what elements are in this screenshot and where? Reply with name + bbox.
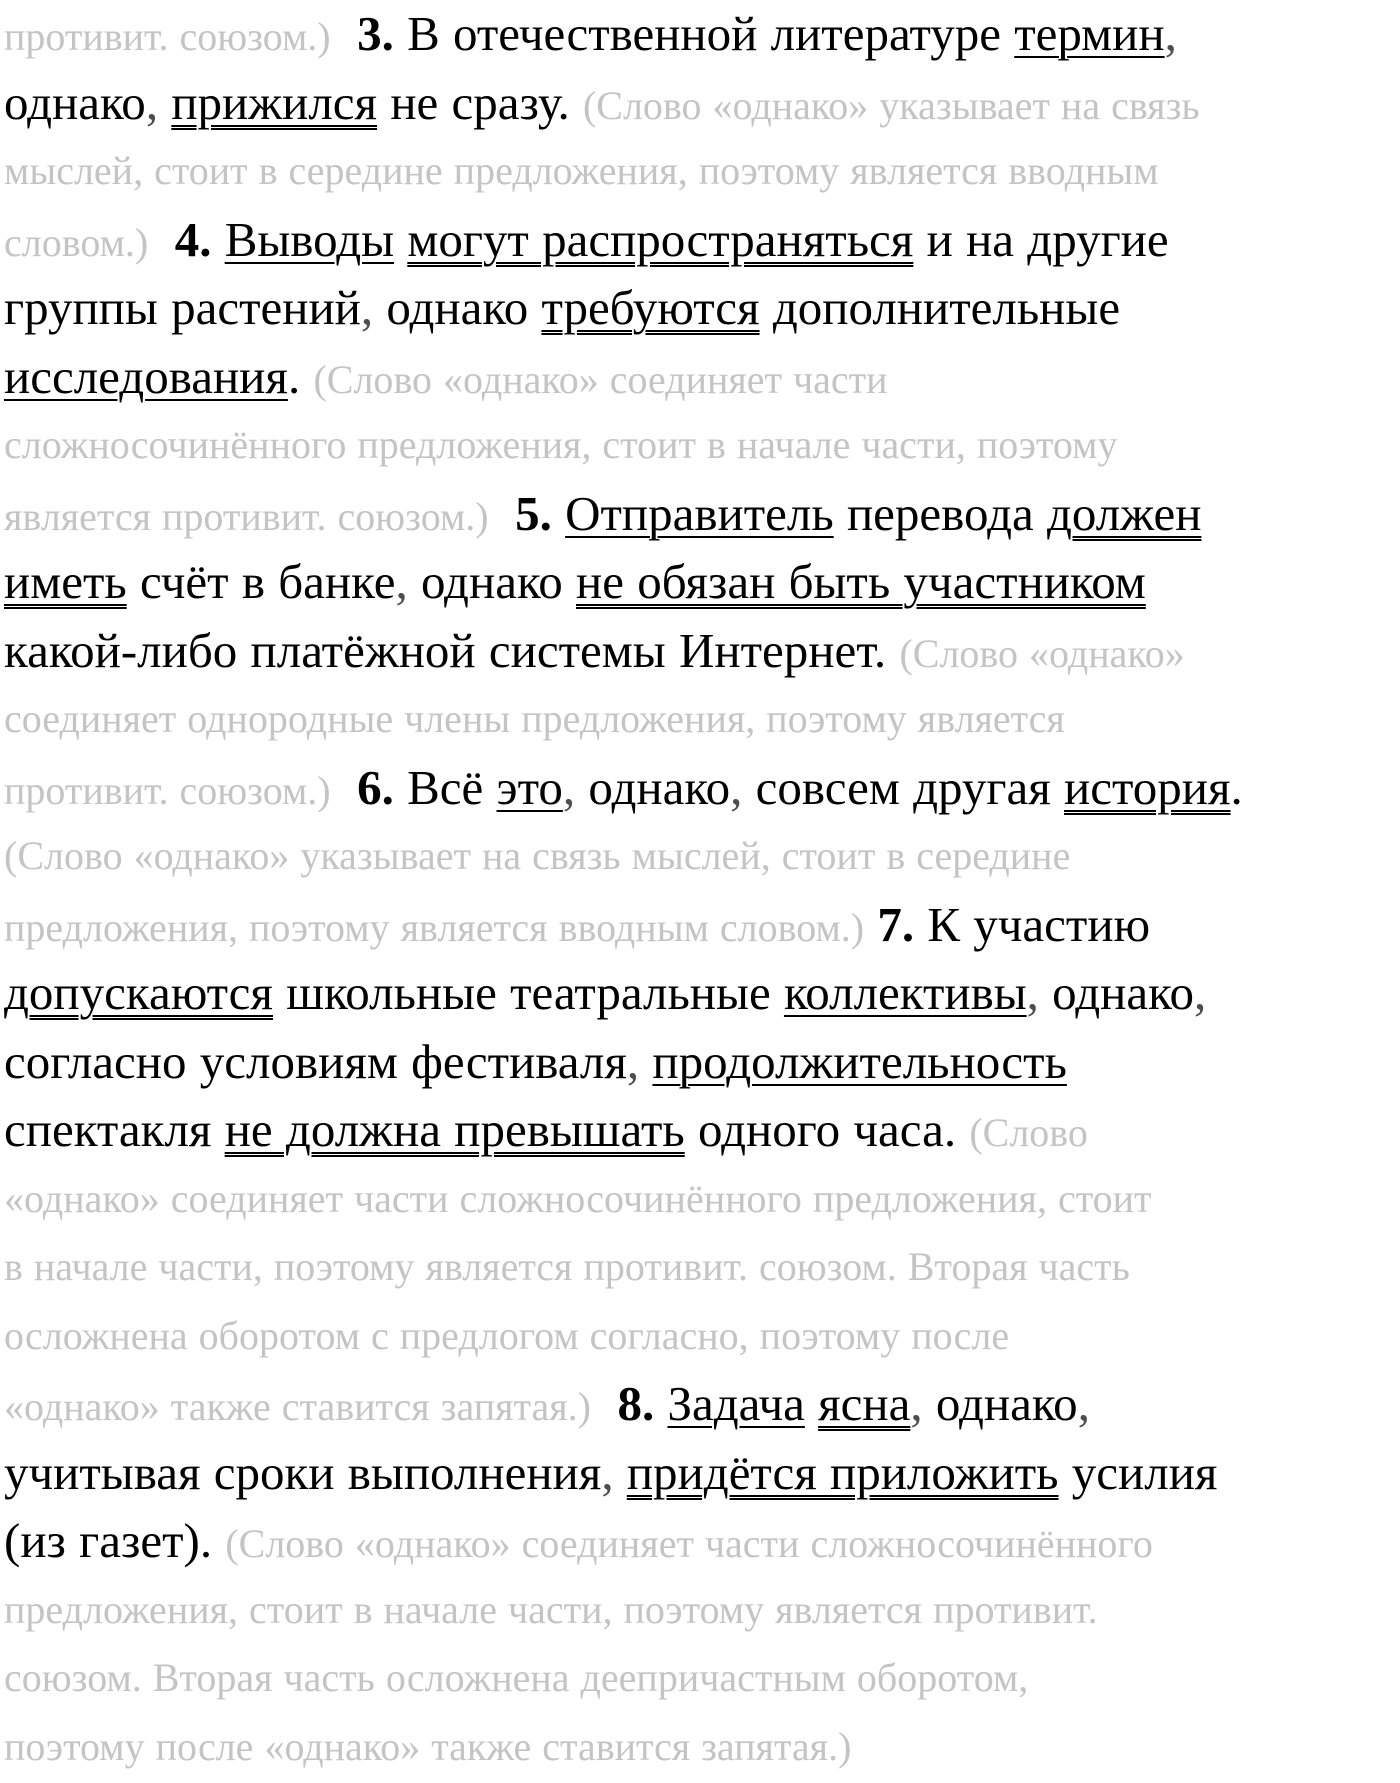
- text-line: [4, 411, 1396, 480]
- sentence-text: однако: [1038, 965, 1194, 1020]
- subject-underlined: Отправитель: [565, 485, 834, 541]
- sentence-text: совсем другая: [742, 759, 1065, 815]
- item-number: [175, 212, 212, 267]
- sentence-text: [591, 1376, 618, 1431]
- text-line: [4, 206, 1396, 275]
- text-line: [4, 1370, 1396, 1439]
- text-line: [4, 1028, 1396, 1097]
- sentence-text: и на другие: [913, 211, 1169, 267]
- text-line: [4, 1165, 1396, 1234]
- sentence-text: (из газет).: [4, 1513, 226, 1568]
- text-line: [4, 822, 1396, 891]
- predicate-underlined: не обязан быть участником: [576, 554, 1146, 609]
- exercise-text: [4, 0, 1396, 1781]
- predicate-underlined: требуются: [541, 280, 760, 335]
- text-line: [4, 1302, 1396, 1371]
- explanation-text: является противит. союзом.): [4, 493, 489, 539]
- item-number: [617, 1376, 654, 1431]
- sentence-text: [148, 212, 175, 267]
- explanation-text: сложносочинённого предложения, стоит в начале части, поэтому: [4, 422, 1118, 467]
- sentence-text: спектакля: [4, 1102, 225, 1157]
- explanation-text: противит. союзом.): [4, 767, 331, 813]
- explanation-text: (Слово «однако»: [899, 630, 1185, 676]
- text-line: [4, 959, 1396, 1028]
- sentence-text: [331, 760, 358, 815]
- sentence-text: какой-либо платёжной системы Интернет.: [4, 622, 900, 678]
- text-line: [4, 343, 1396, 412]
- subject-underlined: продолжительность: [652, 1033, 1067, 1089]
- subject-underlined: Задача: [667, 1376, 805, 1431]
- subject-underlined: это: [496, 759, 563, 815]
- explanation-text: осложнена оборотом с предлогом согласно, поэтому после: [4, 1312, 1010, 1358]
- text-line: [4, 685, 1396, 754]
- punctuation-mark: ,: [562, 759, 576, 815]
- text-line: [4, 0, 1396, 69]
- subject-underlined: термин: [1014, 6, 1165, 61]
- text-line: [4, 69, 1396, 138]
- text-line: [4, 1576, 1396, 1645]
- text-line: [4, 1233, 1396, 1302]
- explanation-text: союзом. Вторая часть осложнена деепричастным оборотом,: [4, 1655, 1029, 1700]
- punctuation-mark: ,: [730, 759, 743, 815]
- sentence-text: [331, 6, 358, 61]
- sentence-text: перевода: [833, 485, 1047, 541]
- predicate-underlined: придётся приложить: [626, 1444, 1059, 1500]
- explanation-text: (Слово «однако» соединяет части сложносочинённого: [225, 1521, 1153, 1566]
- punctuation-mark: ,: [1164, 6, 1177, 61]
- sentence-text: В отечественной литературе: [393, 6, 1015, 61]
- sentence-text: одного часа.: [684, 1102, 970, 1157]
- text-line: [4, 137, 1396, 206]
- explanation-text: предложения, стоит в начале части, поэтому является противит.: [4, 1586, 1098, 1632]
- explanation-text: (Слово «однако» указывает на связь мыслей, стоит в середине: [4, 833, 1071, 878]
- predicate-underlined: прижился: [171, 74, 378, 130]
- explanation-text: соединяет однородные члены предложения, поэтому является: [4, 696, 1065, 741]
- text-line: [4, 1644, 1396, 1713]
- subject-underlined: коллективы: [783, 965, 1027, 1020]
- explanation-text: словом.): [4, 219, 149, 265]
- subject-underlined: Выводы: [224, 211, 395, 267]
- punctuation-mark: ,: [601, 1444, 614, 1500]
- explanation-text: противит. союзом.): [4, 14, 331, 59]
- predicate-underlined: должен: [1047, 485, 1202, 541]
- text-line: [4, 617, 1396, 686]
- punctuation-mark: ,: [626, 1033, 640, 1089]
- item-number-bold: 4.: [174, 211, 212, 267]
- sentence-text: [394, 212, 407, 267]
- sentence-text: Всё: [393, 759, 497, 815]
- sentence-text: однако: [922, 1376, 1078, 1431]
- explanation-text: «однако» также ставится запятая.): [4, 1384, 591, 1429]
- item-number-bold: 6.: [357, 759, 394, 815]
- item-number-bold: 8.: [617, 1376, 655, 1431]
- text-line: [4, 891, 1396, 960]
- sentence-text: однако: [575, 759, 731, 815]
- sentence-text: однако: [373, 280, 542, 335]
- punctuation-mark: ,: [910, 1376, 923, 1431]
- explanation-text: (Слово: [969, 1110, 1088, 1155]
- sentence-text: дополнительные: [759, 280, 1121, 335]
- text-line: [4, 754, 1396, 823]
- explanation-text: (Слово «однако» указывает на связь: [582, 82, 1200, 128]
- item-number: [357, 6, 394, 61]
- item-number-bold: 5.: [515, 485, 552, 541]
- sentence-text: [211, 212, 224, 267]
- item-number: [877, 897, 914, 952]
- text-line: [4, 548, 1396, 617]
- predicate-underlined: не должна превышать: [224, 1102, 685, 1157]
- punctuation-mark: ,: [1193, 965, 1207, 1020]
- punctuation-mark: ,: [1077, 1376, 1090, 1431]
- item-number: [515, 486, 552, 541]
- punctuation-mark: ,: [145, 74, 159, 130]
- predicate-underlined: история: [1064, 759, 1231, 815]
- sentence-text: .: [287, 348, 314, 404]
- item-number: [357, 760, 394, 815]
- sentence-text: [639, 1034, 652, 1089]
- sentence-text: однако: [407, 554, 577, 609]
- sentence-text: согласно условиям фестиваля: [4, 1033, 627, 1089]
- explanation-text: предложения, поэтому является вводным словом.): [4, 904, 865, 950]
- sentence-text: школьные театральные: [272, 965, 784, 1020]
- sentence-text: [489, 486, 516, 541]
- text-line: [4, 1507, 1396, 1576]
- sentence-text: К участию: [914, 896, 1151, 952]
- item-number-bold: 7.: [877, 896, 915, 952]
- explanation-text: поэтому после «однако» также ставится запятая.): [4, 1723, 852, 1769]
- predicate-underlined: иметь: [4, 554, 127, 609]
- predicate-underlined: ясна: [818, 1376, 911, 1431]
- predicate-underlined: могут распространяться: [407, 211, 914, 267]
- sentence-text: учитывая сроки выполнения: [4, 1444, 602, 1500]
- text-line: [4, 274, 1396, 343]
- punctuation-mark: ,: [360, 280, 374, 335]
- explanation-text: (Слово «однако» соединяет части: [313, 356, 888, 402]
- sentence-text: однако: [4, 74, 146, 130]
- text-line: [4, 1713, 1396, 1782]
- sentence-text: [805, 1376, 818, 1431]
- explanation-text: в начале части, поэтому является противит. союзом. Вторая часть: [4, 1244, 1130, 1289]
- sentence-text: .: [1230, 759, 1243, 815]
- sentence-text: не сразу.: [377, 74, 583, 130]
- sentence-text: [654, 1376, 667, 1431]
- punctuation-mark: ,: [395, 554, 408, 609]
- sentence-text: [552, 486, 565, 541]
- sentence-text: усилия: [1058, 1444, 1218, 1500]
- punctuation-mark: ,: [1026, 965, 1039, 1020]
- explanation-text: «однако» соединяет части сложносочинённого предложения, стоит: [4, 1175, 1152, 1221]
- predicate-underlined: допускаются: [4, 965, 273, 1020]
- sentence-text: группы растений: [4, 280, 361, 335]
- item-number-bold: 3.: [357, 6, 394, 61]
- text-line: [4, 1439, 1396, 1508]
- text-line: [4, 1096, 1396, 1165]
- explanation-text: мыслей, стоит в середине предложения, поэтому является вводным: [4, 148, 1159, 193]
- text-line: [4, 480, 1396, 549]
- sentence-text: счёт в банке: [126, 554, 396, 609]
- sentence-text: [614, 1445, 627, 1500]
- sentence-text: [864, 897, 877, 952]
- sentence-text: [158, 75, 171, 130]
- subject-underlined: исследования: [4, 348, 288, 404]
